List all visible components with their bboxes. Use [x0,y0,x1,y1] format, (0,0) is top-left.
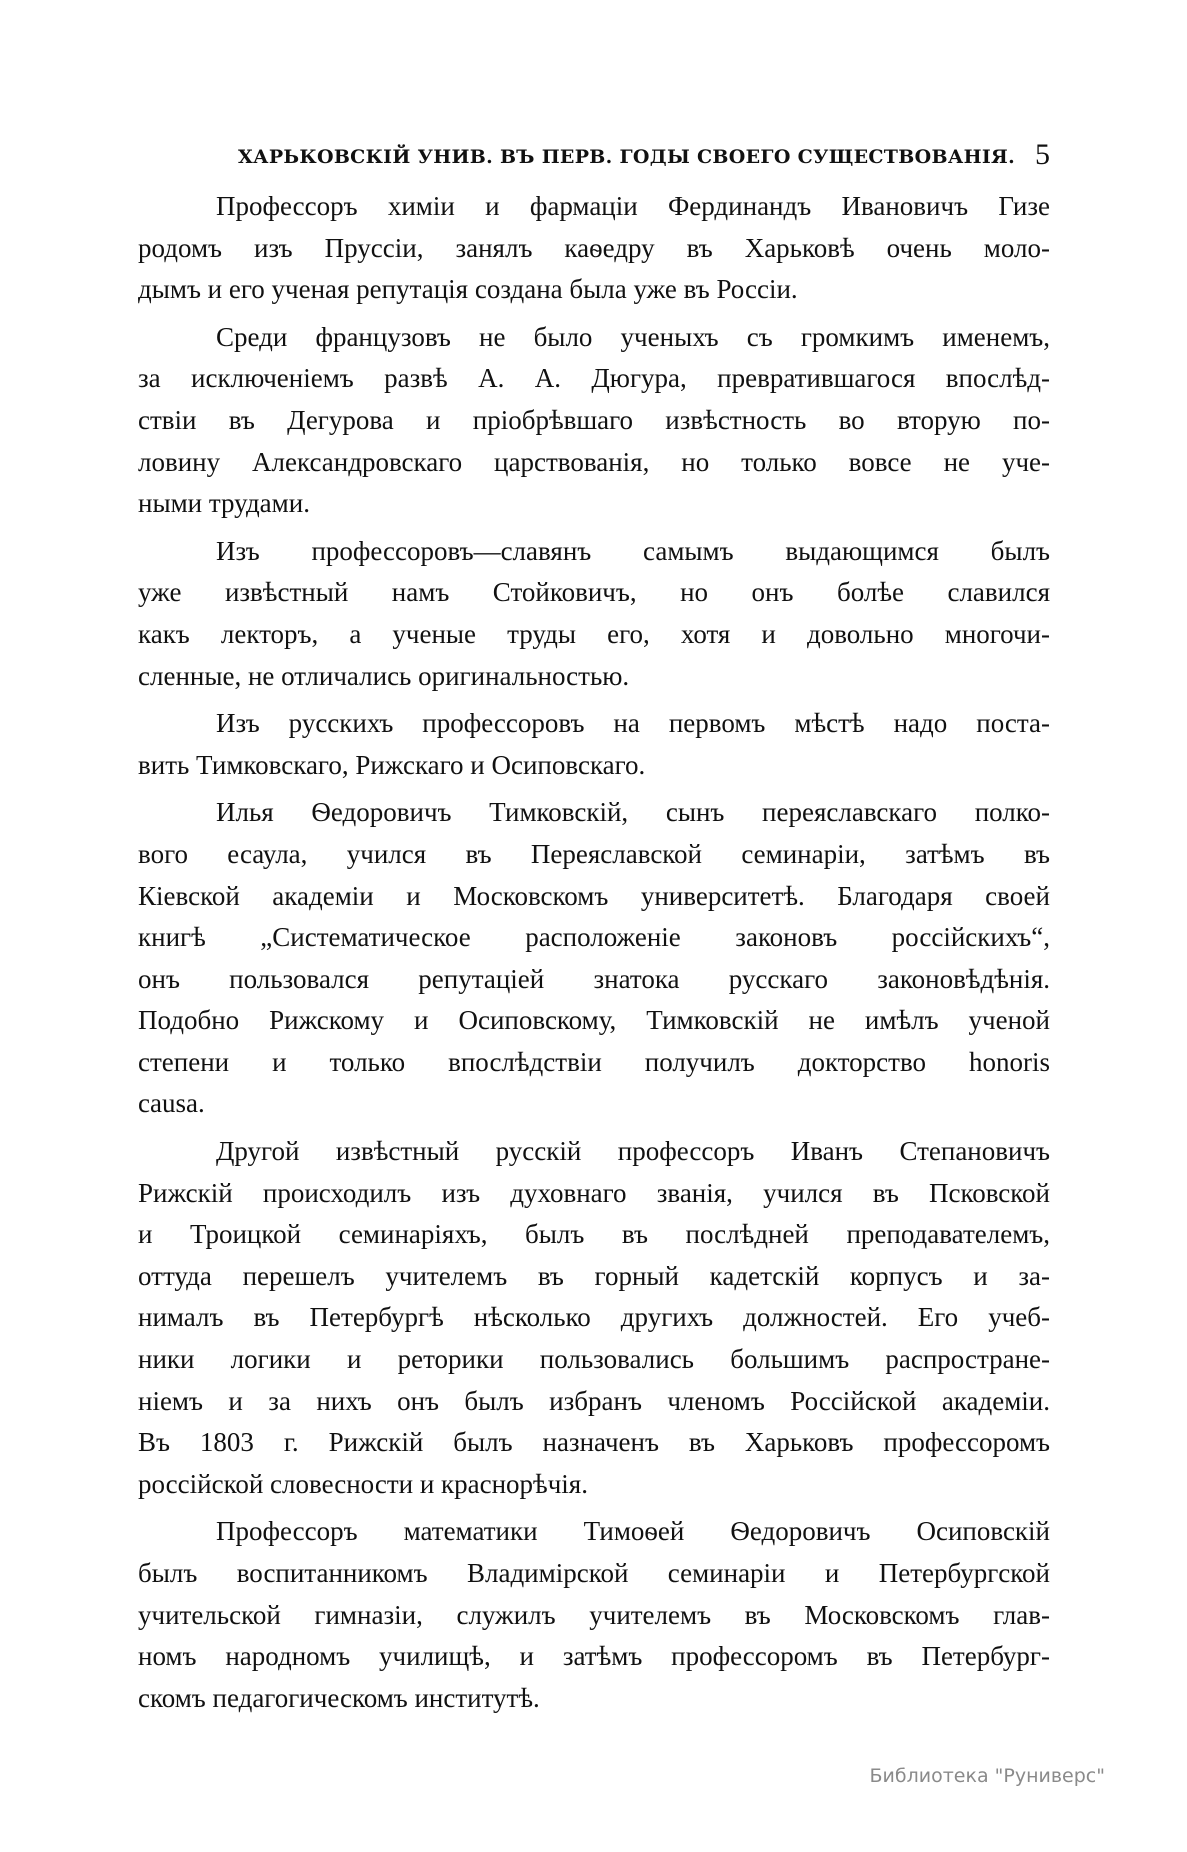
text-line: Другой извѣстный русскій профессоръ Иванъ Степановичъ [216,1136,1050,1167]
paragraph [138,531,1050,697]
text-line: уже извѣстный намъ Стойковичъ, но онъ болѣе славился [138,577,1050,608]
text-line: степени и только впослѣдствіи получилъ докторство honoris [138,1046,1050,1077]
text-line: ными трудами. [138,488,310,519]
body-text [138,186,1050,1725]
text-line: вого есаула, учился въ Переяславской семинаріи, затѣмъ въ [138,838,1050,869]
text-line: книгѣ „Систематическое расположеніе законовъ россійскихъ“, [138,922,1050,953]
text-line: ствіи въ Дегурова и пріобрѣвшаго извѣстность во вторую по- [138,404,1050,435]
text-line: Профессоръ химіи и фармаціи Фердинандъ Ивановичъ Гизе [216,191,1050,221]
library-watermark: Библиотека "Руниверс" [869,1765,1105,1787]
paragraph [138,703,1050,786]
text-line: Подобно Рижскому и Осиповскому, Тимковскій не имѣлъ ученой [138,1005,1050,1036]
text-line: россійской словесности и краснорѣчія. [138,1468,588,1499]
text-line: учительской гимназіи, служилъ учителемъ въ Московскомъ глав- [138,1599,1050,1630]
text-line: какъ лекторъ, а ученые труды его, хотя и довольно многочи- [138,618,1050,649]
text-line: Профессоръ математики Тимоѳей Ѳедоровичъ Осиповскій [216,1516,1050,1547]
paragraph [138,1511,1050,1719]
text-line: Кіевской академіи и Московскомъ университетѣ. Благодаря своей [138,880,1050,911]
paragraph [138,792,1050,1125]
text-line: дымъ и его ученая репутація создана была уже въ Россіи. [138,274,798,305]
text-line: онъ пользовался репутаціей знатока русскаго законовѣдѣнія. [138,963,1050,994]
text-line: родомъ изъ Пруссіи, занялъ каѳедру въ Харьковѣ очень моло- [138,232,1050,263]
text-line: ловину Александровскаго царствованія, но только вовсе не уче- [138,446,1050,477]
text-line: causa. [138,1088,205,1119]
text-line: былъ воспитанникомъ Владимірской семинаріи и Петербургской [138,1558,1050,1588]
text-line: оттуда перешелъ учителемъ въ горный кадетскій корпусъ и за- [138,1260,1050,1291]
paragraph [138,186,1050,311]
paragraph [138,317,1050,525]
text-line: Среди французовъ не было ученыхъ съ громкимъ именемъ, [216,321,1050,352]
text-line: за исключеніемъ развѣ А. А. Дюгура, превратившагося впослѣд- [138,363,1050,394]
text-line: вить Тимковскаго, Рижскаго и Осиповскаго. [138,749,646,780]
text-line: номъ народномъ училищѣ, и затѣмъ профессоромъ въ Петербург- [138,1641,1050,1672]
text-line: Изъ профессоровъ—славянъ самымъ выдающимся былъ [216,535,1050,566]
text-line: Въ 1803 г. Рижскій былъ назначенъ въ Харьковъ профессоромъ [138,1427,1050,1458]
text-line: Рижскій происходилъ изъ духовнаго званія, учился въ Псковской [138,1177,1050,1208]
text-line: и Троицкой семинаріяхъ, былъ въ послѣдней преподавателемъ, [138,1219,1050,1250]
paragraph [138,1131,1050,1505]
text-line: Изъ русскихъ профессоровъ на первомъ мѣстѣ надо поста- [216,708,1050,739]
text-line: Илья Ѳедоровичъ Тимковскій, сынъ переяславскаго полко- [216,797,1050,828]
text-line: нималъ въ Петербургѣ нѣсколько другихъ должностей. Его учеб- [138,1302,1050,1333]
text-line: ники логики и реторики пользовались большимъ распростране- [138,1344,1050,1375]
running-header [238,138,1050,178]
page-number: 5 [1035,138,1050,171]
text-line: скомъ педагогическомъ институтѣ. [138,1682,540,1713]
running-title: ХАРЬКОВСКІЙ УНИВ. ВЪ ПЕРВ. ГОДЫ СВОЕГО СУЩЕСТВОВАНІЯ. [238,146,1016,168]
text-line: ніемъ и за нихъ онъ былъ избранъ членомъ Россійской академіи. [138,1385,1050,1416]
text-line: сленные, не отличались оригинальностью. [138,660,630,691]
